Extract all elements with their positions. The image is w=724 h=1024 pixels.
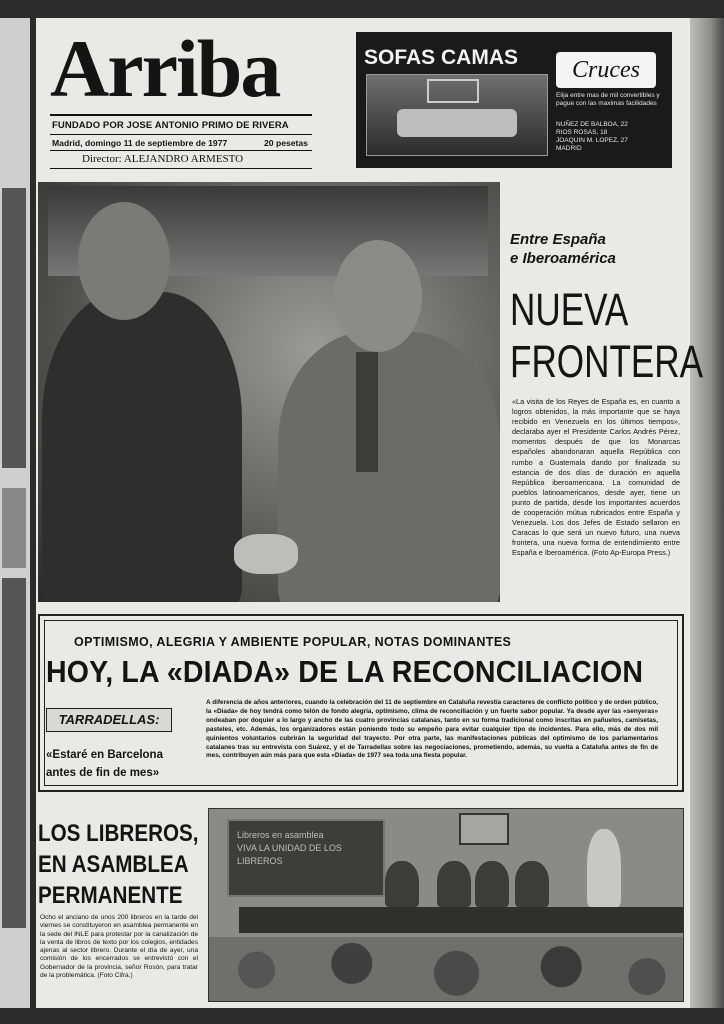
lead-headline xyxy=(510,284,703,388)
lead-kicker-line: e Iberoamérica xyxy=(510,250,616,267)
libreros-body: Ocho el anciano de unos 200 libreros en la tarde del viernes se constituyeron en asamblea permanente en la sede del INLE para protestar por la canalización de la venta de libros de texto por los colegios, entidades ajenas al sector librero. Durante el día de ayer, una comisión de los encerrados se entrevistó con el Gobernador de la provincia, señor Rosón, para tratar de la problemática. (Foto Cifra.) xyxy=(40,914,198,980)
chalkboard-line: VIVA LA UNIDAD DE LOS xyxy=(237,843,342,853)
libreros-headline-line: LOS LIBREROS, xyxy=(38,820,199,847)
photo-chalkboard xyxy=(227,819,385,897)
masthead-founded: FUNDADO POR JOSE ANTONIO PRIMO DE RIVERA xyxy=(52,120,289,131)
diada-overline: OPTIMISMO, ALEGRIA Y AMBIENTE POPULAR, NOTAS DOMINANTES xyxy=(74,635,512,649)
page-binding xyxy=(690,18,724,1008)
diada-tag: TARRADELLAS: xyxy=(46,708,172,732)
lead-headline-line: FRONTERA xyxy=(510,336,704,387)
masthead-price: 20 pesetas xyxy=(264,138,308,148)
libreros-headline xyxy=(38,818,199,911)
lead-kicker xyxy=(510,230,616,268)
lead-kicker-line: Entre España xyxy=(510,231,606,248)
libreros-photo xyxy=(208,808,684,1002)
chalkboard-line: LIBREROS xyxy=(237,856,283,866)
ad-address-3: JOAQUIN M. LOPEZ, 27 xyxy=(556,137,628,144)
ad-address-4: MADRID xyxy=(556,145,582,152)
libreros-headline-line: EN ASAMBLEA xyxy=(38,851,189,878)
diada-quote: «Estaré en Barcelona antes de fin de mes» xyxy=(46,749,163,779)
masthead-title: Arriba xyxy=(50,23,280,114)
lead-photo xyxy=(38,182,500,602)
diada-body: A diferencia de años anteriores, cuando la celebración del 11 de septiembre en Cataluña revestía caracteres de conflicto político y de orden público, la «Diada» de hoy tendrá como telón de fondo alegría, optimismo, clima de reconciliación y un fuerte sabor popular. Ya desde ayer las «senyeras» ondeaban por doquier a lo largo y ancho de las cuatro provincias catalanas, tanto en su forma tradicional como inscritas en pañuelos, camisetas, pasteles, etc. Además, los organizadores están poniendo todo su empeño para evitar cualquier tipo de incidentes. Para ello, más de dos mil quinientos voluntarios cubrirán la seguridad del trayecto. Por otra parte, las manifestaciones públicas del optimismo de los parlamentarios catalanes tras su entrevista con Suárez, y el de Tarradellas sobre las negociaciones, prometiendo, además, su vuelta a Cataluña antes de fin de mes, contribuyen aún más para que esta «Diada» de 1977 sea toda una fiesta popular. xyxy=(206,699,658,760)
ad-title: SOFAS CAMAS xyxy=(364,46,519,69)
ad-address-1: NUÑEZ DE BALBOA, 22 xyxy=(556,121,628,128)
masthead-director: Director: ALEJANDRO ARMESTO xyxy=(82,153,244,165)
ad-address-2: RIOS ROSAS, 18 xyxy=(556,129,608,136)
lead-body: «La visita de los Reyes de España es, en cuanto a logros obtenidos, la más importante que se haya recibido en Venezuela en los últimos tiempos», declaraba ayer el Presidente Carlos Andrés Pérez, momentos después de que los Monarcas españoles abandonaran aquella República con rumbo a Guatemala dando por finalizada su estancia de dos días de duración en aquella República iberoamericana. La comunidad de pueblos latinoamericanos, desde ayer, tiene un punto de partida, desde los importantes acuerdos de cooperación mútua rubricados entre España y Venezuela. Los dos Jefes de Estado sellaron en Caracas lo que será un nuevo futuro, una nueva frontera, una nueva forma de entendimiento entre España e Iberoamérica. (Foto Ap-Europa Press.) xyxy=(512,397,680,558)
libreros-headline-line: PERMANENTE xyxy=(38,882,183,909)
previous-page-edge xyxy=(0,18,30,1008)
ad-brand-logo: Cruces xyxy=(556,52,656,88)
lead-headline-line: NUEVA xyxy=(510,284,629,335)
masthead-dateline: Madrid, domingo 11 de septiembre de 1977 xyxy=(52,138,228,148)
ad-sofa-image xyxy=(366,74,548,156)
chalkboard-line: Libreros en asamblea xyxy=(237,830,324,840)
diada-headline: HOY, LA «DIADA» DE LA RECONCILIACION xyxy=(46,654,644,689)
ad-tagline: Elija entre mas de mil convertibles y pague con las maximas facilidades xyxy=(556,92,660,107)
